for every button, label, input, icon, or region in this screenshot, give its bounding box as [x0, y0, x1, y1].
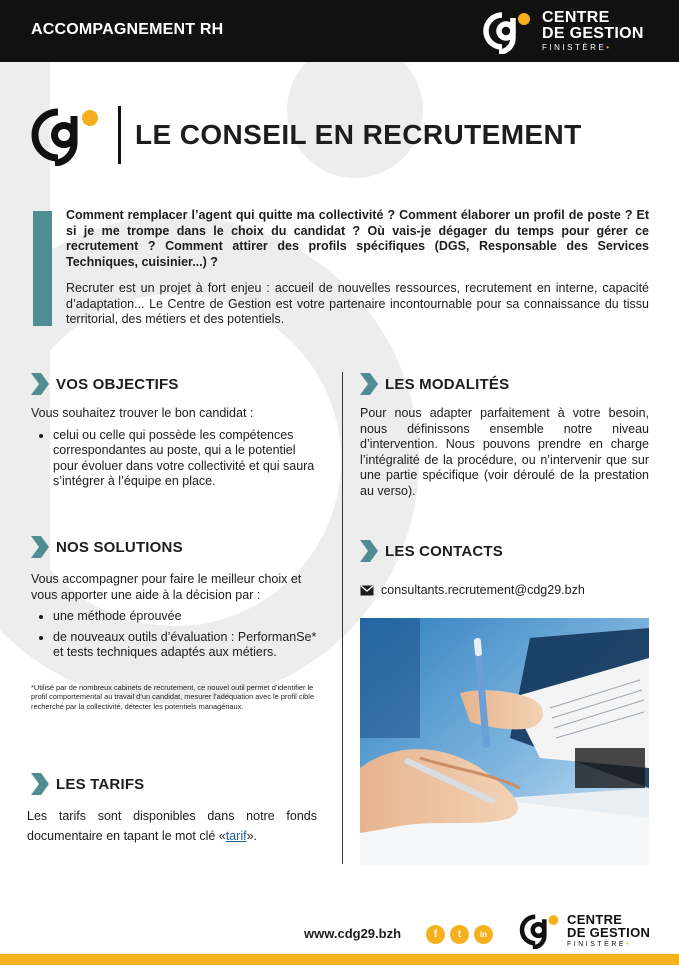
intro-text: Recruter est un projet à fort enjeu : accueil de nouvelles ressources, recrutement en interne, capacité d’adaptation... Le Centre de Gestion est votre partenaire incontournable pour sa connaissance du tissu territorial, des métiers et des potentiels.: [66, 281, 649, 326]
solutions-heading: [31, 536, 183, 558]
envelope-icon: [360, 585, 374, 596]
solutions-list: [31, 609, 323, 661]
tarifs-title: LES TARIFS: [56, 775, 145, 793]
intro-questions: Comment remplacer l’agent qui quitte ma collectivité ? Comment élaborer un profil de poste ? Et si je me trompe dans le choix du candidat ? Où vais-je dégager du temps pour gérer ce recrutement ? Comment attirer des profils spécifiques (DGS, Responsable des Services Techniques, cuisinier...) ?: [66, 208, 649, 269]
objectifs-list: [31, 428, 323, 490]
cdg-logo-footer: [517, 911, 650, 949]
solutions-title: NOS SOLUTIONS: [56, 538, 183, 556]
logo-dot: •: [606, 43, 612, 52]
contacts-title: LES CONTACTS: [385, 542, 503, 560]
logo-line2: DE GESTION: [567, 924, 651, 940]
photo-handshake-documents: [360, 618, 649, 865]
cdg-logo: [480, 8, 644, 54]
logo-line1: CENTRE: [542, 9, 610, 26]
logo-line3: FINISTÈRE: [567, 940, 627, 948]
solutions-lead: Vous accompagner pour faire le meilleur choix et vous apporter une aide à la décision par :: [31, 572, 302, 602]
contact-email-row: [360, 583, 585, 597]
chevron-right-icon: [31, 536, 49, 558]
page-title: LE CONSEIL EN RECRUTEMENT: [135, 119, 582, 150]
logo-line1: CENTRE: [567, 911, 623, 927]
contacts-heading: [360, 540, 503, 562]
objectifs-heading: [31, 373, 179, 395]
tarifs-body: [27, 806, 317, 846]
list-item: • celui ou celle qui possède les compétences correspondantes au poste, qui a le potentiel pour évoluer dans votre collectivité et qui saura s’intégrer à l’équipe en place.: [53, 428, 323, 490]
photo-illustration: [360, 618, 649, 865]
objectifs-body: [31, 406, 323, 495]
chevron-right-icon: [360, 540, 378, 562]
tarifs-text-before: Les tarifs sont disponibles dans notre fonds documentaire en tapant le mot clé «: [27, 809, 317, 843]
solutions-footnote: *Utilisé par de nombreux cabinets de recrutement, ce nouvel outil permet d’identifier le profil comportemental au travail d’un candidat, mesurer l’adéquation avec le profil cible recherché par la collectivité, détecter les potentiels managériaux.: [31, 683, 315, 711]
cdg-logo-icon-large: [30, 104, 106, 166]
intro-block: [66, 208, 649, 328]
list-item: • une méthode éprouvée: [53, 609, 323, 625]
twitter-icon[interactable]: t: [450, 925, 469, 944]
list-item: • de nouveaux outils d’évaluation : PerformanSe* et tests techniques adaptés aux métiers.: [53, 630, 323, 661]
page-title-block: [30, 104, 582, 166]
facebook-icon[interactable]: f: [426, 925, 445, 944]
modalites-heading: [360, 373, 509, 395]
modalites-body: [360, 406, 649, 499]
objectifs-title: VOS OBJECTIFS: [56, 375, 179, 393]
modalites-title: LES MODALITÉS: [385, 375, 510, 393]
website-link[interactable]: www.cdg29.bzh: [304, 926, 402, 941]
column-divider: [342, 372, 343, 864]
section-label: ACCOMPAGNEMENT RH: [31, 21, 224, 38]
linkedin-icon[interactable]: in: [474, 925, 493, 944]
header-bar: [0, 0, 679, 62]
objectifs-lead: Vous souhaitez trouver le bon candidat :: [31, 406, 254, 420]
modalites-text: Pour nous adapter parfaitement à votre besoin, nous définissons ensemble notre niveau d’intervention. Nous pouvons prendre en charge l’intégralité de la procédure, ou n’intervenir que sur une partie spécifique (voir déroulé de la prestation au verso).: [360, 406, 649, 498]
title-separator: [118, 106, 121, 164]
cdg-logo-icon: [517, 911, 565, 949]
contact-email[interactable]: consultants.recrutement@cdg29.bzh: [381, 583, 585, 597]
footer-accent-bar: [0, 954, 679, 965]
chevron-right-icon: [360, 373, 378, 395]
intro-accent-bar: [33, 211, 52, 326]
logo-line2: DE GESTION: [542, 25, 644, 42]
chevron-right-icon: [31, 773, 49, 795]
chevron-right-icon: [31, 373, 49, 395]
cdg-logo-icon: [480, 8, 538, 54]
logo-dot: •: [626, 940, 632, 948]
logo-line3: FINISTÈRE: [542, 43, 607, 52]
tarif-link[interactable]: tarif: [225, 829, 247, 843]
tarifs-text-after: ».: [246, 829, 258, 843]
tarifs-heading: [31, 773, 144, 795]
solutions-body: [31, 572, 323, 666]
